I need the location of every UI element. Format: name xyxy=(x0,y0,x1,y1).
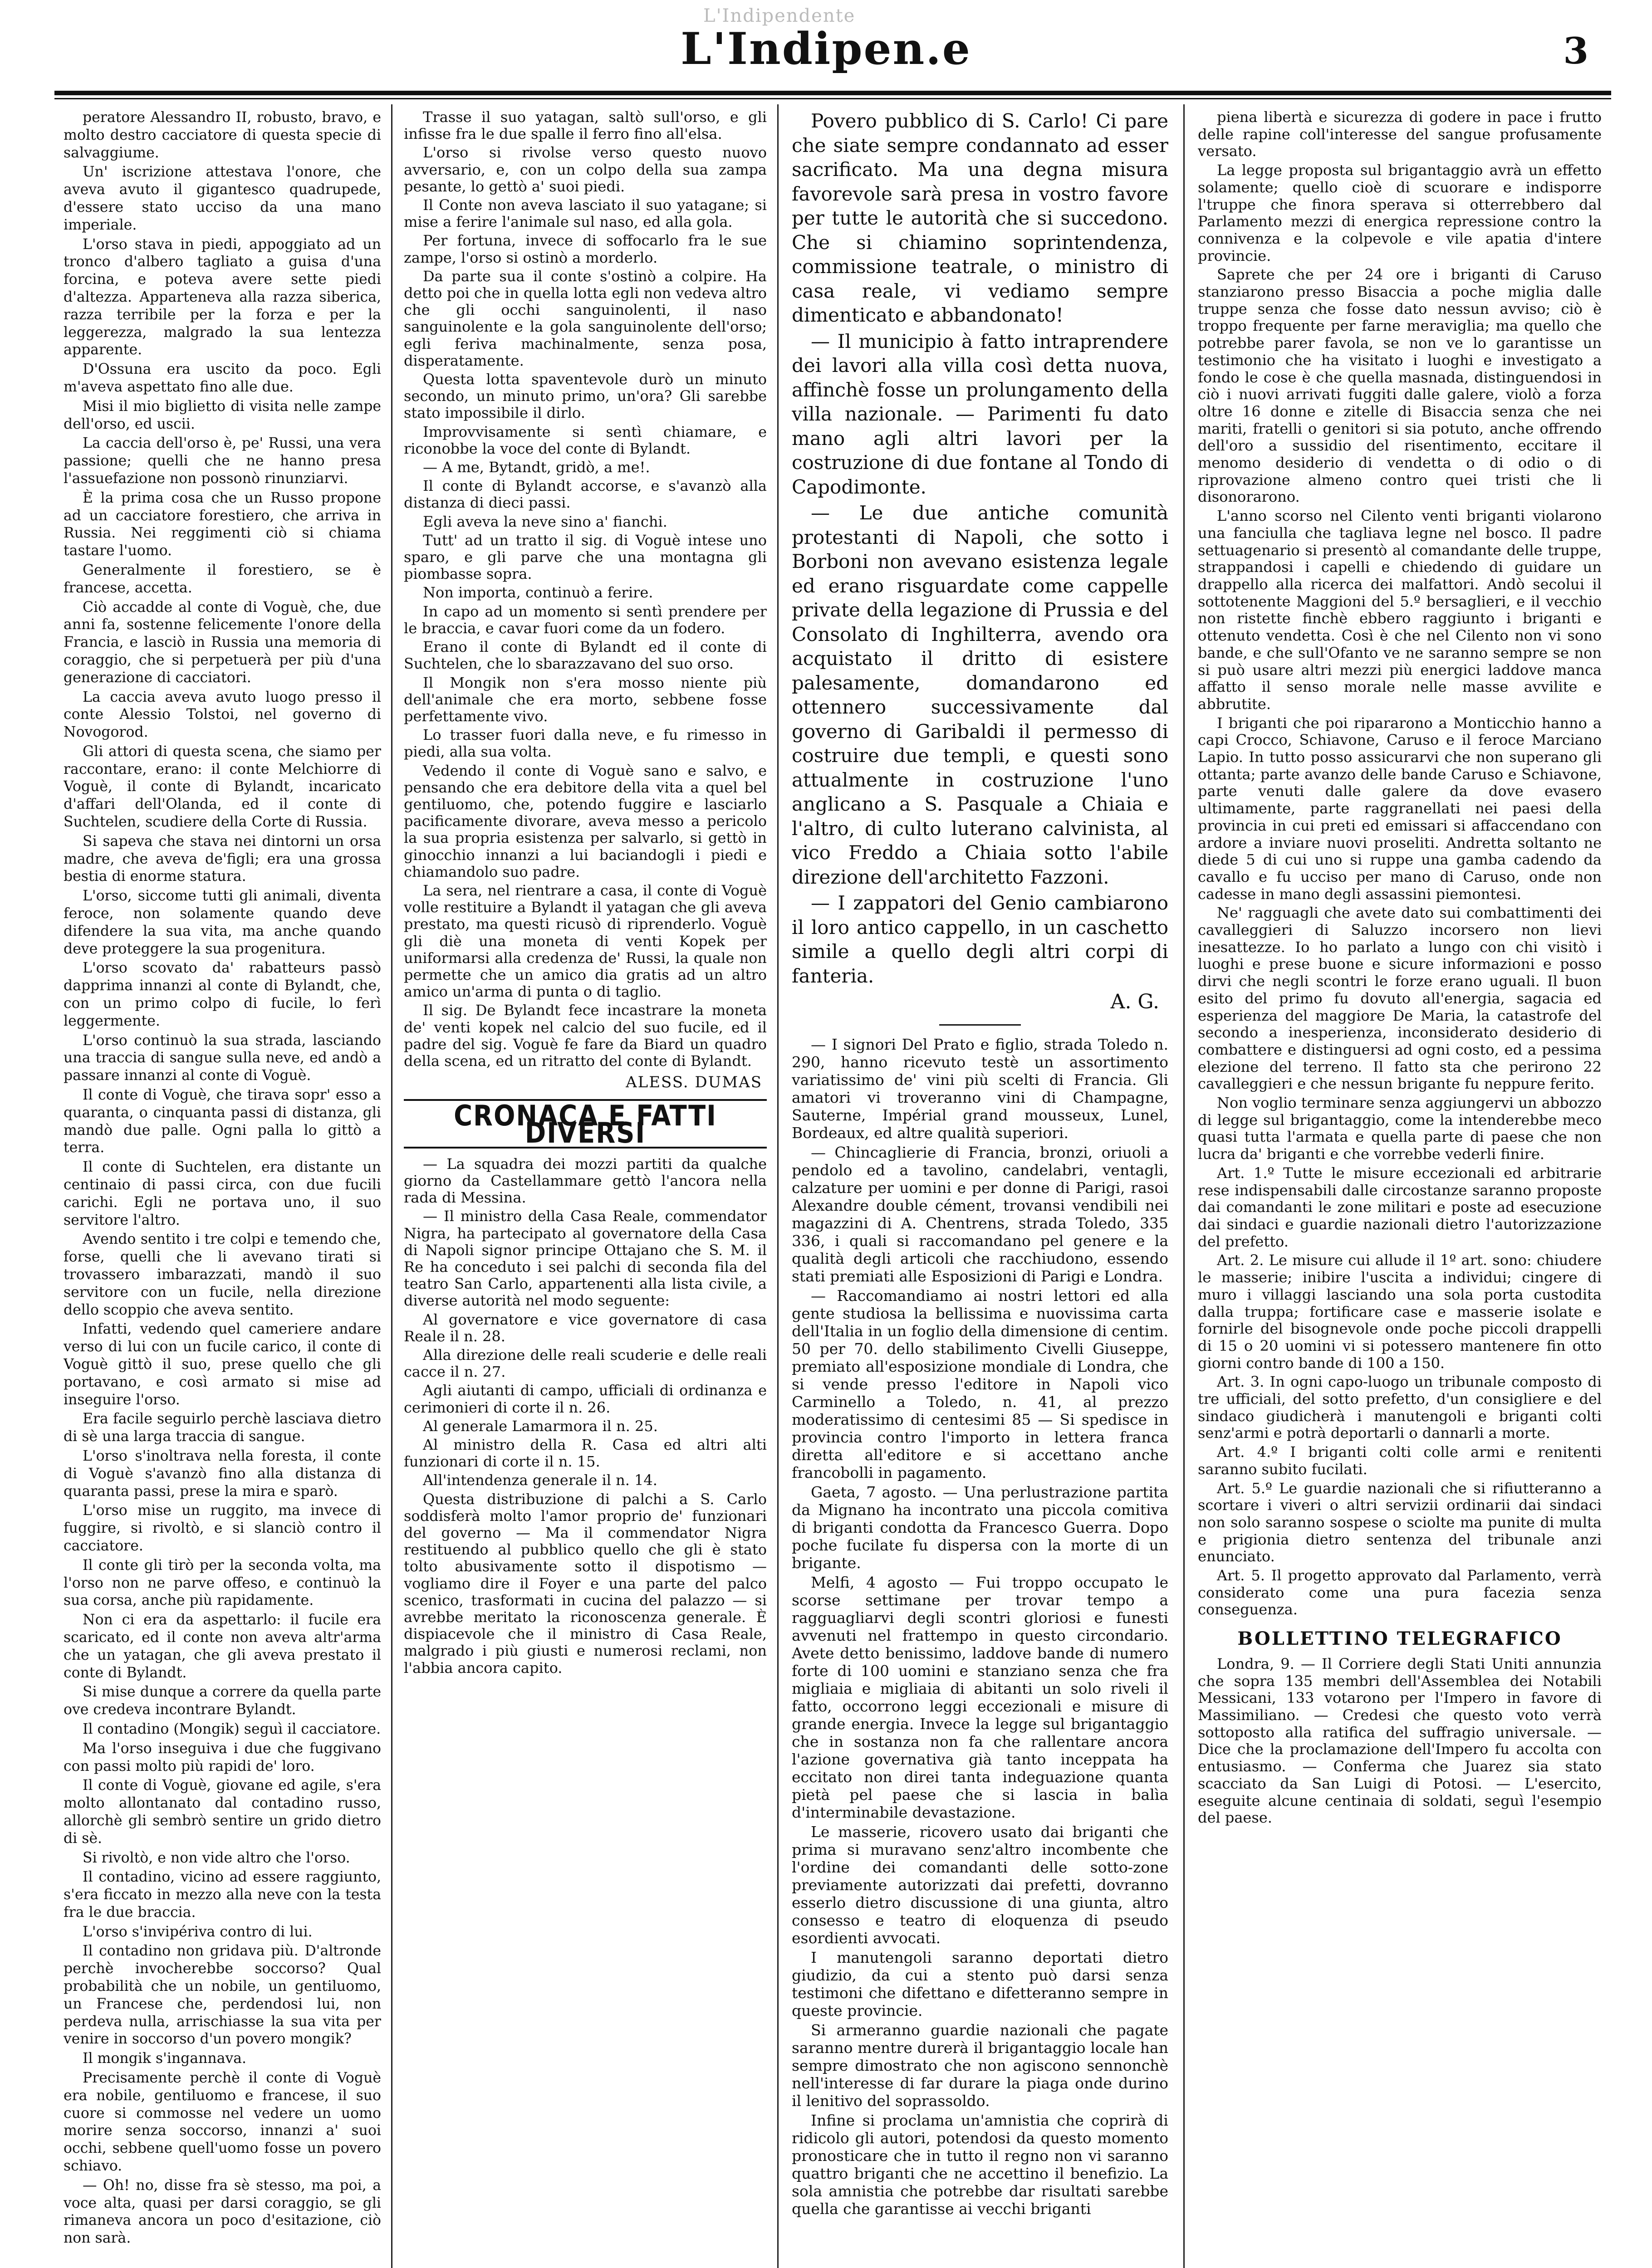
article-paragraph: Non ci era da aspettarlo: il fucile era scaricato, ed il conte non aveva altr'arma che un yatagan, che gli aveva prestato il conte di Bylandt. xyxy=(64,1612,381,1681)
article-paragraph: Questa lotta spaventevole durò un minuto secondo, un minuto primo, un'ora? Gli sarebbe stato impossibile il dirlo. xyxy=(404,371,767,422)
article-paragraph: Infine si proclama un'amnistia che coprirà di ridicolo gli autori, potendosi da questo momento pronosticare che in tutto il regno non vi saranno quattro briganti che ne accettino il benefizio. La sola amnistia che potrebbe dar risultati sarebbe quella che garantisse ai vecchi briganti xyxy=(792,2111,1168,2218)
article-paragraph: peratore Alessandro II, robusto, bravo, e molto destro cacciatore di questa specie di salvaggiume. xyxy=(64,109,381,161)
article-paragraph: È la prima cosa che un Russo propone ad un cacciatore forestiero, che arriva in Russia. Nei reggimenti ciò si chiama tastare l'uomo. xyxy=(64,489,381,559)
article-paragraph: Non voglio terminare senza aggiungervi un abbozzo di legge sul brigantaggio, come la intenderebbe meco quasi tutta l'armata e quella parte di paese che non lucra da' briganti e che vorrebbe vederli finire. xyxy=(1198,1094,1602,1163)
article-paragraph: L'orso stava in piedi, appoggiato ad un tronco d'albero tagliato a guisa d'una forcina, e poteva avere sette piedi d'altezza. Apparteneva alla razza siberica, razza terribile per la forza e per la leggerezza, malgrado la sua lentezza apparente. xyxy=(64,236,381,358)
article-paragraph: Era facile seguirlo perchè lasciava dietro di sè una larga traccia di sangue. xyxy=(64,1411,381,1445)
cronaca-section-heading: CRONACA E FATTI DIVERSI xyxy=(404,1099,767,1148)
bulletin-heading: BOLLETTINO TELEGRAFICO xyxy=(1237,1628,1562,1650)
article-paragraph: Precisamente perchè il conte di Voguè era nobile, gentiluomo e francese, il suo cuore si commosse nel vedere un uomo morire senza soccorso, innanzi a' suoi occhi, sebbene quell'uomo fosse un povero schiavo. xyxy=(64,2070,381,2175)
article-paragraph: — I zappatori del Genio cambiarono il loro antico cappello, in un caschetto simile a quello degli altri corpi di fanteria. xyxy=(792,892,1168,987)
article-paragraph: Melfi, 4 agosto — Fui troppo occupato le scorse settimane per trovar tempo a ragguagliarvi degli scontri gloriosi e funesti avvenuti nel frattempo in questo circondario. Avete detto benissimo, laddove bande di numero forte di 100 uomini e stanziano senza che fra migliaia e migliaia di abitanti un solo riveli il fatto, occorrono leggi eccezionali e misure di grande energia. Invece la legge sul brigantaggio che in sostanza non fa che rallentare ancora l'azione governativa già tanto inceppata ha eccitato non direi tanta indeguazione quanta pietà pel paese che si lascia in balìa d'interminabile devastazione. xyxy=(792,1573,1168,1821)
article-paragraph: Il Mongik non s'era mosso niente più dell'animale che era morto, sebbene fosse perfettamente vivo. xyxy=(404,674,767,725)
article-paragraph: — Le due antiche comunità protestanti di Napoli, che sotto i Borboni non avevano esistenza legale ed erano risguardate come cappelle private della legazione di Prussia e del Consolato di Inghilterra, avendo ora acquistato il dritto di esistere palesamente, domandarono ed ottennero successivamente dal governo di Garibaldi il permesso di costruire due templi, e questi sono attualmente in costruzione l'uno anglicano a S. Pasquale a Chiaia e l'altro, di culto luterano calvinista, al vico Freddo a Chiaia sotto l'abile direzione dell'architetto Fazzoni. xyxy=(792,502,1168,888)
article-paragraph: Non importa, continuò a ferire. xyxy=(423,584,653,601)
article-paragraph: — Raccomandiamo ai nostri lettori ed alla gente studiosa la bellissima e nuovissima carta dell'Italia in un foglio della dimensione di centim. 50 per 70. dello stabilimento Civelli Giuseppe, premiato all'esposizione mondiale di Londra, che si vende presso l'editore in Napoli vico Carminello a Toledo, n. 41, al prezzo moderatissimo di centesimi 85 — Si spedisce in provincia contro l'importo in lettera franca diretta all'editore e si accettano anche francobolli in pagamento. xyxy=(792,1286,1168,1481)
article-paragraph: Il conte gli tirò per la seconda volta, ma l'orso non ne parve offeso, e continuò la sua corsa, anche più rapidamente. xyxy=(64,1557,381,1609)
article-paragraph: Ma l'orso inseguiva i due che fuggivano con passi molto più rapidi de' loro. xyxy=(64,1740,381,1774)
article-paragraph: Misi il mio biglietto di visita nelle zampe dell'orso, ed uscii. xyxy=(64,398,381,432)
article-paragraph: I manutengoli saranno deportati dietro giudizio, da cui a stento può darsi senza testimoni che difettano e difetteranno sempre in queste provincie. xyxy=(792,1948,1168,2019)
cronaca-news-items xyxy=(404,1156,767,1677)
author-signature: ALESS. DUMAS xyxy=(626,1073,762,1092)
article-paragraph: L'orso scovato da' rabatteurs passò dapprima innanzi al conte di Bylandt, che, con un primo colpo di fucile, lo ferì leggermente. xyxy=(64,960,381,1029)
article-paragraph: Povero pubblico di S. Carlo! Ci pare che siate sempre condannato ad esser sacrificato. Ma una degna misura favorevole sarà presa in vostro favore per tutte le autorità che si succedono. Che si chiamino soprintendenza, commissione teatrale, o ministro di casa reale, vi vediamo sempre dimenticato e abbandonato! xyxy=(792,110,1168,326)
article-paragraph: Vedendo il conte di Voguè sano e salvo, e pensando che era debitore della vita a quel bel gentiluomo, che, potendo fuggire e lasciarlo pacificamente divorare, aveva messo a pericolo la sua propria esistenza per salvarlo, si gettò in ginocchio innanzi a lui baciandogli i piedi e chiamandolo suo padre. xyxy=(404,762,767,880)
article-paragraph: Avendo sentito i tre colpi e temendo che, forse, quelli che li avevano tirati si trovassero imbarazzati, mandò il suo servitore con un fucile, nella direzione dello scoppio che aveva sentito. xyxy=(64,1231,381,1318)
header-rule-thick xyxy=(54,91,1611,95)
article-paragraph: Alla direzione delle reali scuderie e delle reali cacce il n. 27. xyxy=(404,1346,767,1381)
article-paragraph: Il conte di Suchtelen, era distante un centinaio di passi circa, con due fucili carichi. Egli ne portava uno, il suo servitore l'altro. xyxy=(64,1159,381,1228)
article-paragraph: Ciò accadde al conte di Voguè, che, due anni fa, sostenne felicemente l'onore della Francia, e lasciò in Russia una memoria di coraggio, che si perpetuerà per più d'una generazione di cacciatori. xyxy=(64,599,381,686)
column-divider xyxy=(391,104,392,2268)
article-paragraph: In capo ad un momento si sentì prendere per le braccia, e cavar fuori come da un fodero. xyxy=(404,602,767,637)
article-paragraph: Saprete che per 24 ore i briganti di Caruso stanziarono presso Bisaccia a poche miglia dalle truppe senza che fosse dato nessun avviso; ciò è troppo frequente per farne meraviglia; ma quello che potrebbe parer favola, se non ve lo garantisse un testimonio che ha visitato i luoghi e investigato a fondo le cose è che quella masnada, distinguendosi in ciò i nuovi arrivati fuggiti dalle galere, violò a forza oltre 16 donne e zitelle di Bisaccia senza che nei mariti, fratelli o genitori si sia potuto, anche offrendo dell'oro a sussidio del risentimento, eccitare il menomo desiderio di vendetta o di odio o di riprovazione almeno contro quei tristi che li disonorarono. xyxy=(1198,266,1602,506)
column-4-brigandage-letter xyxy=(1198,109,1602,2268)
column-divider xyxy=(777,104,779,2268)
article-paragraph: Al governatore e vice governatore di casa Reale il n. 28. xyxy=(404,1310,767,1345)
article-paragraph: Egli aveva la neve sino a' fianchi. xyxy=(423,513,667,530)
article-paragraph: L'orso, siccome tutti gli animali, diventa feroce, non solamente quando deve difendere la sua vita, ma anche quando deve proteggere la sua progenitura. xyxy=(64,888,381,957)
article-paragraph: — Il ministro della Casa Reale, commendator Nigra, ha partecipato al governatore della Casa di Napoli signor principe Ottajano che S. M. il Re ha conceduto i sei palchi di seconda fila del teatro San Carlo, appartenenti alla lista civile, a diverse autorità nel modo seguente: xyxy=(404,1207,767,1310)
article-paragraph: Si mise dunque a correre da quella parte ove credeva incontrare Bylandt. xyxy=(64,1684,381,1718)
article-paragraph: L'orso s'inoltrava nella foresta, il conte di Voguè s'avanzò fino alla distanza di quaranta passi, prese la mira e sparò. xyxy=(64,1447,381,1500)
header-rule-thin xyxy=(54,98,1611,99)
article-paragraph: Un' iscrizione attestava l'onore, che aveva avuto il gigantesco quadrupede, d'essere stato ucciso da una mano imperiale. xyxy=(64,164,381,233)
article-paragraph: Gaeta, 7 agosto. — Una perlustrazione partita da Mignano ha incontrato una piccola comitiva di briganti condotta da Francesco Guerra. Dopo poche fucilate fu dispersa con la morte di un brigante. xyxy=(792,1483,1168,1572)
article-paragraph: — Chincaglierie di Francia, bronzi, oriuoli a pendolo ed a tavolino, candelabri, ventagli, calzature per uomini e per donne di Parigi, rasoi Alexandre double cément, trovansi vendibili nei magazzini di A. Chentrens, strada Toledo, 335 336, i quali si raccomandano pel genere e la qualità degli articoli che racchiudono, essendo stati premiati alle Esposizioni di Parigi e Londra. xyxy=(792,1143,1168,1285)
article-paragraph: La caccia aveva avuto luogo presso il conte Alessio Tolstoi, nel governo di Novogorod. xyxy=(64,689,381,741)
article-paragraph: Tutt' ad un tratto il sig. di Voguè intese uno sparo, e gli parve che una montagna gli piombasse sopra. xyxy=(404,531,767,583)
article-paragraph: Art. 1.º Tutte le misure eccezionali ed arbitrarie rese indispensabili dalle circostanze saranno proposte dai comandanti le zone militari e poste ad esecuzione dai sindaci e guardie nazionali dietro l'autorizzazione del prefetto. xyxy=(1198,1164,1602,1250)
article-paragraph: Il conte di Voguè, giovane ed agile, s'era molto allontanato dal contadino russo, allorchè gli sembrò sentire un grido dietro di sè. xyxy=(64,1777,381,1847)
article-paragraph: Al generale Lamarmora il n. 25. xyxy=(423,1417,658,1435)
article-paragraph: — Il municipio à fatto intraprendere dei lavori alla villa così detta nuova, affinchè fosse un prolungamento della villa nazionale. — Parimenti fu dato mano agli altri lavori per la costruzione di due fontane al Tondo di Capodimonte. xyxy=(792,330,1168,498)
article-paragraph: Il contadino non gridava più. D'altronde perchè invocherebbe soccorso? Qual probabilità che un nobile, un gentiluomo, un Francese che, perdendosi lui, non perdeva nulla, arrischiasse la sua vita per venire in soccorso d'un povero mongik? xyxy=(64,1943,381,2048)
article-paragraph: D'Ossuna era uscito da poco. Egli m'aveva aspettato fino alle due. xyxy=(64,361,381,395)
article-paragraph: Il Conte non aveva lasciato il suo yatagane; si mise a ferire l'animale sul naso, ed alla gola. xyxy=(404,196,767,231)
article-paragraph: — Oh! no, disse fra sè stesso, ma poi, a voce alta, quasi per darsi coraggio, se gli rimaneva ancora un poco d'esitazione, ciò non sarà. xyxy=(64,2177,381,2247)
masthead xyxy=(0,0,1652,98)
cronaca-signature: A. G. xyxy=(1110,990,1159,1013)
article-paragraph: Ne' ragguagli che avete dato sui combattimenti dei cavalleggieri di Saluzzo incorsero non lievi inesattezze. Io ho parlato a lungo con chi visitò i luoghi e prese buone e sicure informazioni e posso dirvi che negli scontri le forze erano uguali. Il buon esito del primo fu dovuto all'energia, sagacia ed esperienza del maggiore De Maria, la catastrofe del secondo a inesperienza, inconsiderato desiderio di combattere e distinguersi ad ogni costo, ed a pessima elezione del terreno. Il fatto sta che perirono 22 cavalleggieri e che nessun brigante fu neppure ferito. xyxy=(1198,904,1602,1093)
article-paragraph: L'orso s'invipériva contro di lui. xyxy=(83,1923,313,1940)
article-paragraph: Art. 2. Le misure cui allude il 1º art. sono: chiudere le masserie; inibire l'uscita a individui; cingere di muro i villaggi lasciando una sola porta custodita dalla truppa; fortificare case e masserie isolate e fornirle del bisognevole onde poche piccoli drappelli di 15 o 20 uomini vi si potessero mantenere fin otto giorni contro bande di 100 a 150. xyxy=(1198,1251,1602,1372)
article-paragraph: Infatti, vedendo quel cameriere andare verso di lui con un fucile carico, il conte di Voguè gittò il suo, prese quello che gli portavano, e così armato si mise ad inseguire l'orso. xyxy=(64,1321,381,1408)
column-3-cronaca xyxy=(792,109,1168,2268)
column-2-bear-hunt-story xyxy=(404,109,767,2268)
article-paragraph: Si rivoltò, e non vide altro che l'orso. xyxy=(83,1849,350,1866)
cronaca-news-items xyxy=(792,109,1168,988)
article-paragraph: Art. 3. In ogni capo-luogo un tribunale composto di tre ufficiali, del sotto prefetto, d'un consigliere e del sindaco giudicherà i manutengoli e briganti colti senz'armi e potrà deportarli o dannarli a morte. xyxy=(1198,1373,1602,1442)
article-paragraph: La sera, nel rientrare a casa, il conte di Voguè volle restituire a Bylandt il yatagan che gli aveva prestato, ma questi ricusò di riprenderlo. Voguè gli diè una moneta di venti Kopek per uniformarsi alla credenza de' Russi, la quale non permette che un amico dia gratis ad un altro amico un'arma di punta o di taglio. xyxy=(404,881,767,1001)
article-paragraph: Per fortuna, invece di soffocarlo fra le sue zampe, l'orso si ostinò a morderlo. xyxy=(404,232,767,266)
article-paragraph: Il mongik s'ingannava. xyxy=(83,2050,247,2067)
article-paragraph: Il contadino, vicino ad essere raggiunto, s'era ficcato in mezzo alla neve con la testa fra le due braccia. xyxy=(64,1869,381,1921)
article-paragraph: Il conte di Bylandt accorse, e s'avanzò alla distanza di dieci passi. xyxy=(404,477,767,512)
article-paragraph: Si sapeva che stava nei dintorni un orsa madre, che aveva de'figli; era una grossa bestia di enorme statura. xyxy=(64,833,381,885)
column-divider xyxy=(1183,104,1185,2268)
article-paragraph: — A me, Bytandt, gridò, a me!. xyxy=(423,459,650,476)
article-paragraph: L'orso mise un ruggito, ma invece di fuggire, si rivoltò, e si slanciò contro il cacciatore. xyxy=(64,1502,381,1554)
article-paragraph: L'orso si rivolse verso questo nuovo avversario, e, con un colpo della sua zampa pesante, lo gettò a' suoi piedi. xyxy=(404,144,767,195)
bleed-through-header: L'Indipendente xyxy=(703,5,856,26)
article-paragraph: Il conte di Voguè, che tirava sopr' esso a quaranta, o cinquanta passi di distanza, gli mandò due palle. Ogni palla lo gittò a terra. xyxy=(64,1087,381,1156)
article-paragraph: Generalmente il forestiero, se è francese, accetta. xyxy=(64,562,381,596)
article-paragraph: Il contadino (Mongik) seguì il cacciatore. xyxy=(83,1721,381,1737)
article-paragraph: Art. 5.º Le guardie nazionali che si rifiutteranno a scortare i viveri o altri servizii ordinarii dai sindaci non solo saranno sospese o sciolte ma punite di multa e prigionia dietro sentenza del tribunale anzi enunciato. xyxy=(1198,1479,1602,1565)
article-paragraph: L'orso continuò la sua strada, lasciando una traccia di sangue sulla neve, ed andò a passare innanzi al conte di Voguè. xyxy=(64,1032,381,1084)
article-paragraph: I briganti che poi ripararono a Monticchio hanno a capi Crocco, Schiavone, Caruso e il feroce Marciano Lapio. In tutto posso assicurarvi che non superano gli ottanta; parte avanzo delle bande Caruso e Schiavone, parte venuti dalle galere da dove evasero ultimamente, parte raggranellati nei paesi della provincia in cui preti ed emissari si affaccendano con ardore a inviare nuovi proseliti. Andretta soltanto ne diede 5 di cui uno si ruppe una gamba cadendo da cavallo e fu ucciso per mano di Caruso, onde non cadesse in mano degli assassini piemontesi. xyxy=(1198,714,1602,903)
cronaca-notices xyxy=(792,1036,1168,2218)
article-paragraph: Lo trasser fuori dalla neve, e fu rimesso in piedi, alla sua volta. xyxy=(404,726,767,761)
article-paragraph: Improvvisamente si sentì chiamare, e riconobbe la voce del conte di Bylandt. xyxy=(404,423,767,457)
article-paragraph: Londra, 9. — Il Corriere degli Stati Uniti annunzia che sopra 135 membri dell'Assemblea dei Notabili Messicani, 133 votarono per l'Impero in favore di Massimiliano. — Credesi che questo voto verrà sottoposto alla ratifica del suffragio universale. — Dice che la proclamazione dell'Impero fu accolta con entusiasmo. — Conferma che Juarez sia stato scacciato da San Luigi di Potosi. — L'esercito, eseguite alcune centinaia di soldati, seguì l'esempio del paese. xyxy=(1198,1655,1602,1827)
article-paragraph: piena libertà e sicurezza di godere in pace i frutto delle rapine coll'interesse del sangue profusamente versato. xyxy=(1198,109,1602,160)
article-paragraph: Erano il conte di Bylandt ed il conte di Suchtelen, che lo sbarazzavano del suo orso. xyxy=(404,638,767,673)
letter-paragraphs xyxy=(1198,109,1602,1618)
story-continuation xyxy=(404,109,767,1070)
article-paragraph: Il sig. De Bylandt fece incastrare la moneta de' venti kopek nel calcio del suo fucile, ed il padre del sig. Voguè fe fare da Biard un quadro della scena, ed un ritratto del conte di Bylandt. xyxy=(404,1002,767,1070)
article-paragraph: L'anno scorso nel Cilento venti briganti violarono una fanciulla che tagliava legne nel bosco. Il padre settuagenario si presentò al comandante delle truppe, strappandosi i capelli e chiedendo di guidare un drappello alla ricerca dei malfattori. Andò secolui il sottotenente Maggioni del 5.º bersaglieri, e il vecchio non ristette finchè ebbero raggiunto i briganti e ottenuto vendetta. Così è che nel Cilento non vi sono bande, e che sull'Ofanto ve ne saranno sempre se non si può usare altri mezzi più energici laddove manca affatto il senso morale nelle masse avvilite e abbrutite. xyxy=(1198,507,1602,713)
article-paragraph: All'intendenza generale il n. 14. xyxy=(423,1471,657,1489)
separator-rule xyxy=(939,1024,1021,1026)
article-paragraph: Le masserie, ricovero usato dai briganti che prima si muravano senz'altro incombente che l'ordine dei comandanti delle sotto-zone previamente autorizzati dai prefetti, dovranno esserlo dietro discussione di una giunta, altro consesso e teatro di eloquenza di pseudo esordienti avvocati. xyxy=(792,1823,1168,1947)
article-paragraph: Questa distribuzione di palchi a S. Carlo soddisferà molto l'amor proprio de' funzionari del governo — Ma il commendator Nigra restituendo al pubblico quello che gli è stato tolto abusivamente sotto il dispotismo — vogliamo dire il Foyer e una parte del palco scenico, trasformati in cucina del palazzo — si avrebbe meritato la riconoscenza generale. È dispiacevole che il ministro di Casa Reale, malgrado i più giusti e numerosi reclami, non l'abbia ancora capito. xyxy=(404,1490,767,1677)
article-paragraph: Al ministro della R. Casa ed altri alti funzionari di corte il n. 15. xyxy=(404,1436,767,1471)
article-paragraph: Si armeranno guardie nazionali che pagate saranno mentre durerà il brigantaggio locale han sempre dimostrato che non agiscono sennonchè nell'interesse di far durare la piaga onde durino il lenitivo del soprassoldo. xyxy=(792,2021,1168,2110)
article-paragraph: Art. 5. Il progetto approvato dal Parlamento, verrà considerato come una pura facezia senza conseguenza. xyxy=(1198,1567,1602,1618)
article-paragraph: Da parte sua il conte s'ostinò a colpire. Ha detto poi che in quella lotta egli non vedeva altro che gli occhi sanguinolenti, il naso sanguinolente e la gola sanguinolente dell'orso; egli feriva machinalmente, senza posa, disperatamente. xyxy=(404,267,767,369)
page-number: 3 xyxy=(1563,29,1588,72)
article-paragraph: Gli attori di questa scena, che siamo per raccontare, erano: il conte Melchiorre di Voguè, il conte di Bylandt, incaricato d'affari dell'Olanda, ed il conte di Suchtelen, scudiere della Corte di Russia. xyxy=(64,743,381,831)
article-paragraph: La legge proposta sul brigantaggio avrà un effetto solamente; quello cioè di scuorare e indisporre l'truppe che finora sperava si otterrebbero dal Parlamento mezzi di energica repressione contro la connivenza e la colpevole e vile apatia d'intere provincie. xyxy=(1198,161,1602,264)
article-paragraph: — La squadra dei mozzi partiti da qualche giorno da Castellammare gettò l'ancora nella rada di Messina. xyxy=(404,1155,767,1207)
column-1-bear-hunt-story xyxy=(64,109,381,2268)
article-paragraph: Agli aiutanti di campo, ufficiali di ordinanza e cerimonieri di corte il n. 26. xyxy=(404,1382,767,1416)
article-paragraph: Art. 4.º I briganti colti colle armi e renitenti saranno subito fucilati. xyxy=(1198,1443,1602,1478)
article-paragraph: — I signori Del Prato e figlio, strada Toledo n. 290, hanno ricevuto testè un assortimento variatissimo de' vini più scelti di Francia. Gli amatori vi troveranno vini di Champagne, Sauterne, Impérial grand mousseux, Lunel, Bordeaux, ed altre qualità superiori. xyxy=(792,1035,1168,1142)
bulletin-items xyxy=(1198,1656,1602,1827)
article-paragraph: Trasse il suo yatagan, saltò sull'orso, e gli infisse fra le due spalle il ferro fino all'elsa. xyxy=(404,109,767,143)
article-paragraph: La caccia dell'orso è, pe' Russi, una vera passione; quelli che ne hanno presa l'assuefazione non possonò rinunziarvi. xyxy=(64,435,381,487)
newspaper-title: L'Indipen.e xyxy=(681,23,971,74)
